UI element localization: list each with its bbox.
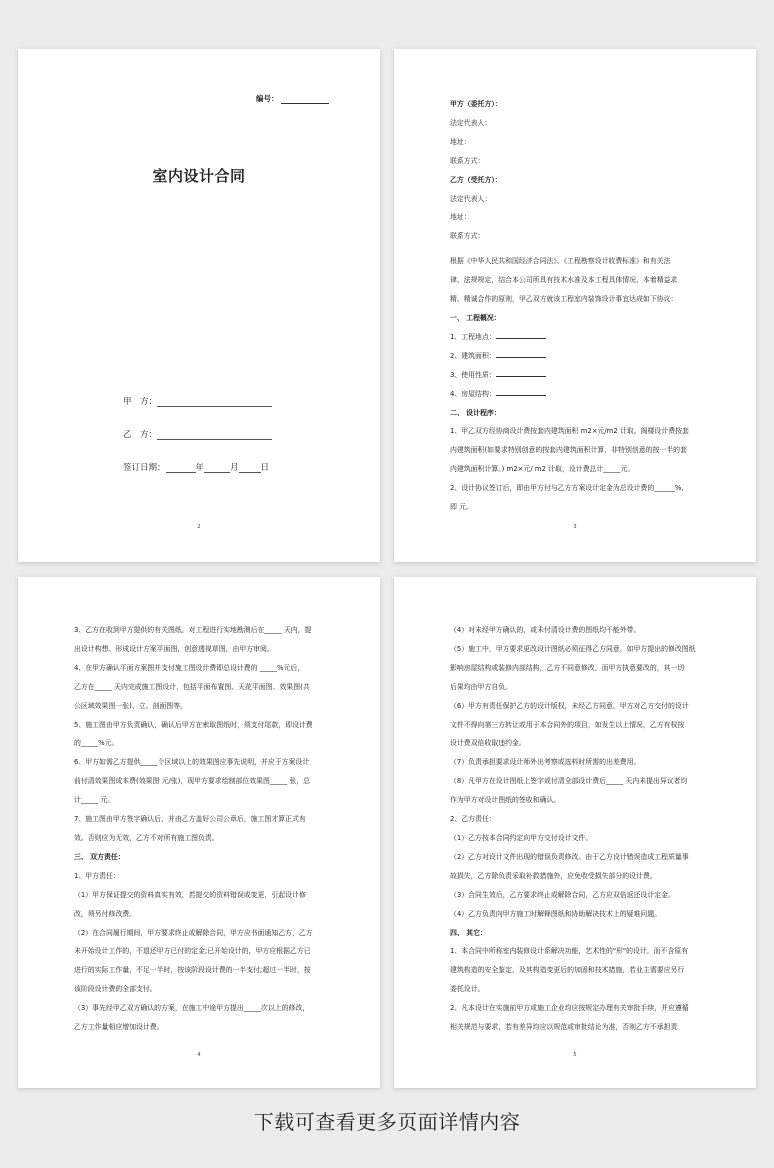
text-line-content: 4、房屋结构： xyxy=(450,389,496,398)
document-page-2 xyxy=(18,49,380,562)
text-line-content: 2、设计协议签订后，即由甲方付与乙方方案设计定金为总设计费的______%, xyxy=(450,484,684,493)
text-line-content: 2、建筑面积： xyxy=(450,351,496,360)
text-line xyxy=(450,753,702,772)
text-line-content: 三、 双方责任： xyxy=(74,852,125,861)
text-line-content: （2）乙方对设计文件出现的错误负责修改。由于乙方设计错误造成工程质量事 xyxy=(450,852,689,861)
text-line-content: 委托设计。 xyxy=(450,985,485,994)
text-line xyxy=(450,404,702,423)
text-line xyxy=(450,171,702,190)
text-line-content: 2、乙方责任： xyxy=(450,815,496,824)
text-line-content: 6、甲方如需乙方提供_____个区域以上的效果图应事先说明，并应于方案设计 xyxy=(74,758,310,767)
text-line-content: （6）甲方有责任保护乙方的设计版权，未经乙方同意，甲方对乙方交付的设计 xyxy=(450,701,689,710)
text-line xyxy=(450,208,702,227)
text-line-content: 的_____%元。 xyxy=(74,739,119,748)
text-line-content: 二、 设计程序： xyxy=(450,408,501,417)
text-line xyxy=(450,980,702,999)
text-line-content: 故损失，乙方除负责采取补救措施外，应免收受损失部分的设计费。 xyxy=(450,871,657,880)
text-line-content: 进行的实际工作量，不足一半时，按该阶段设计费的一半支付;超过一半时，按 xyxy=(74,966,311,975)
text-line-content: 律、法规规定，结合本公司所具有技术水准及本工程具体情况，本着精益求 xyxy=(450,276,678,285)
page-number: 2 xyxy=(197,524,201,530)
page-4-body xyxy=(74,621,326,1037)
text-line-content: （1）乙方按本合同约定向甲方交付设计文件。 xyxy=(450,833,593,842)
contract-title: 室内设计合同 xyxy=(152,167,246,185)
text-line-content: 设计费双倍收取违约金。 xyxy=(450,739,526,748)
party-a-field xyxy=(123,395,272,407)
text-line xyxy=(450,479,702,498)
fill-in-blank xyxy=(496,331,546,339)
text-line xyxy=(450,328,702,347)
text-line xyxy=(450,716,702,735)
text-line xyxy=(450,290,702,309)
text-line-content: 即 元。 xyxy=(450,503,473,512)
text-line-content: 四、 其它： xyxy=(450,928,487,937)
text-line-content: （4）对未经甲方确认的，或未付清设计费的图纸均不能外带。 xyxy=(450,626,641,634)
text-line xyxy=(450,678,702,697)
text-line-content: （3）事先经甲乙双方确认的方案，在施工中途甲方提出_____次以上的修改， xyxy=(74,1004,310,1013)
text-line xyxy=(74,829,326,848)
text-line-content: 出设计构想、形成设计方案平面图，创意透视草图，由甲方审阅。 xyxy=(74,644,274,653)
text-line xyxy=(450,460,702,479)
document-page-5 xyxy=(394,577,756,1088)
text-line xyxy=(450,441,702,460)
page-number: 4 xyxy=(197,1052,201,1058)
text-line xyxy=(74,1018,326,1037)
text-line xyxy=(450,905,702,924)
sign-day-label: 日 xyxy=(260,463,270,473)
text-line-content: 文件不得向第三方转让或用于本合同外的项目，如发生以上情况，乙方有权按 xyxy=(450,720,685,729)
text-line xyxy=(450,152,702,171)
text-line xyxy=(74,961,326,980)
text-line xyxy=(450,640,702,659)
text-line xyxy=(450,366,702,385)
text-line-content: 相关规范与要求，若有差异均应以规范或审批结论为准，否则乙方不承担责 xyxy=(450,1023,678,1032)
text-line-content: （4）乙方负责向甲方施工时解释图纸和协助解决技术上的疑难问题。 xyxy=(450,909,662,918)
text-line xyxy=(450,697,702,716)
text-line-content: 精、精诚合作的原则，甲乙双方就该工程室内装饰设计事宜达成如下协议： xyxy=(450,295,678,304)
text-line xyxy=(74,753,326,772)
text-line xyxy=(450,252,702,271)
text-line xyxy=(450,961,702,980)
text-line-content: 1、本合同中所称室内装修设计系解决功能，艺术性的"形"的设计，而不含原有 xyxy=(450,947,689,956)
text-line xyxy=(450,659,702,678)
text-line xyxy=(450,829,702,848)
text-line-content: 3、乙方在收到甲方提供的有关图纸，对工程进行实地勘测后在_____ 天内，提 xyxy=(74,626,312,634)
text-line xyxy=(74,867,326,886)
text-line xyxy=(74,621,326,640)
text-line xyxy=(74,791,326,810)
text-line-content: （3）合同生效后，乙方要求终止或解除合同，乙方应双倍返还设计定金。 xyxy=(450,890,675,899)
party-b-label: 乙 方： xyxy=(123,430,158,440)
text-line xyxy=(74,697,326,716)
text-line-content: 内建筑面积(如要求特别创意的按套内建筑面积计算，非特别创意的按一半的套 xyxy=(450,446,687,455)
text-line-content: 公区域效果图一张)、立、剖面图等。 xyxy=(74,701,187,710)
document-page-3 xyxy=(394,49,756,562)
text-line-content: 建筑构造的安全鉴定，及其构造变更后的加固和技术措施，若业主需要应另行 xyxy=(450,966,685,975)
text-line xyxy=(450,999,702,1018)
text-line-content: 甲方（委托方）： xyxy=(450,100,502,108)
text-line xyxy=(74,942,326,961)
text-line xyxy=(450,271,702,290)
serial-number-field xyxy=(256,93,329,104)
text-line-content: 前付清效果图成本费(效果图 元/张)，现甲方要求绘制部位效果图_____ 张，总 xyxy=(74,777,311,786)
text-line-content: 1、甲方责任： xyxy=(74,871,120,880)
text-line-content: 影响房屋结构或装修内部结构，乙方不同意修改，而甲方执意要改的，其一切 xyxy=(450,663,685,672)
text-line-content: 一、 工程概况： xyxy=(450,313,501,322)
sign-date-field xyxy=(123,461,269,473)
text-line xyxy=(450,190,702,209)
text-line xyxy=(450,309,702,328)
text-line xyxy=(450,942,702,961)
sign-year-blank xyxy=(166,464,196,473)
text-line-content: 2、凡本设计在实施前甲方或施工企业均应按规定办理有关审批手续，并应遵循 xyxy=(450,1004,689,1013)
text-line-content: 1、工程地点： xyxy=(450,332,496,341)
party-a-blank xyxy=(157,398,272,407)
text-line xyxy=(450,848,702,867)
page-number: 5 xyxy=(573,1052,577,1058)
text-line xyxy=(74,734,326,753)
download-more-caption: 下载可查看更多页面详情内容 xyxy=(253,1110,521,1134)
text-line xyxy=(450,95,702,114)
text-line-content: 地址： xyxy=(450,137,471,146)
text-line xyxy=(450,133,702,152)
text-line xyxy=(450,621,702,640)
text-line-content: 联系方式： xyxy=(450,156,485,165)
text-line-content: 改，须另付修改费。 xyxy=(74,909,137,918)
text-line xyxy=(74,924,326,943)
text-line-content: 未开始设计工作的，不退还甲方已付的定金;已开始设计的，甲方应根据乙方已 xyxy=(74,947,311,956)
text-line-content: （1）甲方保证提交的资料真实有效，若提交的资料错误或变更，引起设计修 xyxy=(74,890,306,899)
document-page-4 xyxy=(18,577,380,1088)
text-line xyxy=(450,422,702,441)
text-line xyxy=(450,810,702,829)
text-line-content: 联系方式： xyxy=(450,232,485,241)
text-line-content: （8）凡甲方在设计图纸上签字或付清全部设计费后_____ 天内未提出异议者均 xyxy=(450,777,688,786)
text-line-content: 效。否则应为无效，乙方不对所有施工图负责。 xyxy=(74,833,219,842)
sign-day-blank xyxy=(239,464,261,473)
text-line-content: 乙方在_____ 天内完成施工图设计，包括平面布置图、天花平面图、效果图(共 xyxy=(74,682,310,691)
text-line-content: 地址： xyxy=(450,213,471,222)
text-line xyxy=(450,227,702,246)
text-line-content: 根据《中华人民共和国经济合同法》、《工程勘察设计收费标准》和有关法 xyxy=(450,257,671,266)
text-line xyxy=(74,999,326,1018)
text-line xyxy=(450,734,702,753)
text-line xyxy=(450,1018,702,1037)
text-line xyxy=(450,867,702,886)
party-b-blank xyxy=(157,431,272,440)
text-line xyxy=(74,810,326,829)
fill-in-blank xyxy=(496,350,546,358)
text-line-content: 3、使用性质： xyxy=(450,370,496,379)
text-line-content: 后果均由甲方自负。 xyxy=(450,682,513,691)
serial-number-label: 编号： xyxy=(256,94,279,103)
text-line-content: 5、施工图由甲方负责确认，确认后甲方在索取图纸时，须支付尾款，即设计费 xyxy=(74,720,313,729)
text-line-content: 乙方工作量相应增加设计费。 xyxy=(74,1023,164,1032)
text-line-content: 作为甲方对设计图纸的签收和确认。 xyxy=(450,796,561,805)
text-line-content: 7、施工图由甲方签字确认后，并由乙方盖好公司公章后，施工图才算正式有 xyxy=(74,815,306,824)
text-line xyxy=(450,886,702,905)
text-line xyxy=(74,905,326,924)
sign-year-label: 年 xyxy=(195,463,205,473)
text-line xyxy=(450,498,702,517)
text-line xyxy=(450,347,702,366)
serial-number-blank xyxy=(281,96,329,104)
text-line xyxy=(450,772,702,791)
page-3-body xyxy=(450,95,702,517)
party-b-field xyxy=(123,428,272,440)
text-line xyxy=(74,659,326,678)
text-line xyxy=(74,848,326,867)
text-line xyxy=(450,114,702,133)
sign-date-label: 签订日期： xyxy=(123,463,166,473)
text-line-content: （2）在合同履行期间，甲方要求终止或解除合同，甲方应书面通知乙方，乙方 xyxy=(74,928,313,937)
fill-in-blank xyxy=(496,369,546,377)
page-5-body xyxy=(450,621,702,1037)
text-line xyxy=(74,716,326,735)
text-line-content: （7）负责承担要求设计师外出考察或选料时所需的出差费用。 xyxy=(450,758,641,767)
text-line-content: 4、在甲方确认平面方案图并支付施工图设计费即总设计费的 _____%元后， xyxy=(74,663,305,672)
fill-in-blank xyxy=(496,388,546,396)
text-line-content: （5）施工中，甲方要求更改设计图纸必须征得乙方同意，如甲方提出的修改图纸 xyxy=(450,644,696,653)
text-line xyxy=(450,791,702,810)
text-line-content: 法定代表人： xyxy=(450,118,492,127)
sign-month-blank xyxy=(204,464,230,473)
text-line-content: 法定代表人： xyxy=(450,194,492,203)
text-line-content: 1、甲乙双方经协商设计费按套内建筑面积 m2×元/m2 计取。阁楼设计费按套 xyxy=(450,427,689,436)
text-line-content: 乙方（受托方）： xyxy=(450,175,502,184)
text-line-content: 内建筑面积计算。) m2×元/ m2 计取，设计费总计_____元。 xyxy=(450,465,635,474)
text-line-content: 计_____ 元。 xyxy=(74,796,115,805)
party-a-label: 甲 方： xyxy=(123,397,158,407)
page-number: 3 xyxy=(573,524,577,530)
text-line xyxy=(450,924,702,943)
text-line-content: 该阶段设计费的全部支付。 xyxy=(74,985,157,994)
text-line xyxy=(74,640,326,659)
sign-month-label: 月 xyxy=(230,463,239,473)
text-line xyxy=(74,678,326,697)
text-line xyxy=(74,772,326,791)
text-line xyxy=(74,886,326,905)
text-line xyxy=(450,385,702,404)
text-line xyxy=(74,980,326,999)
